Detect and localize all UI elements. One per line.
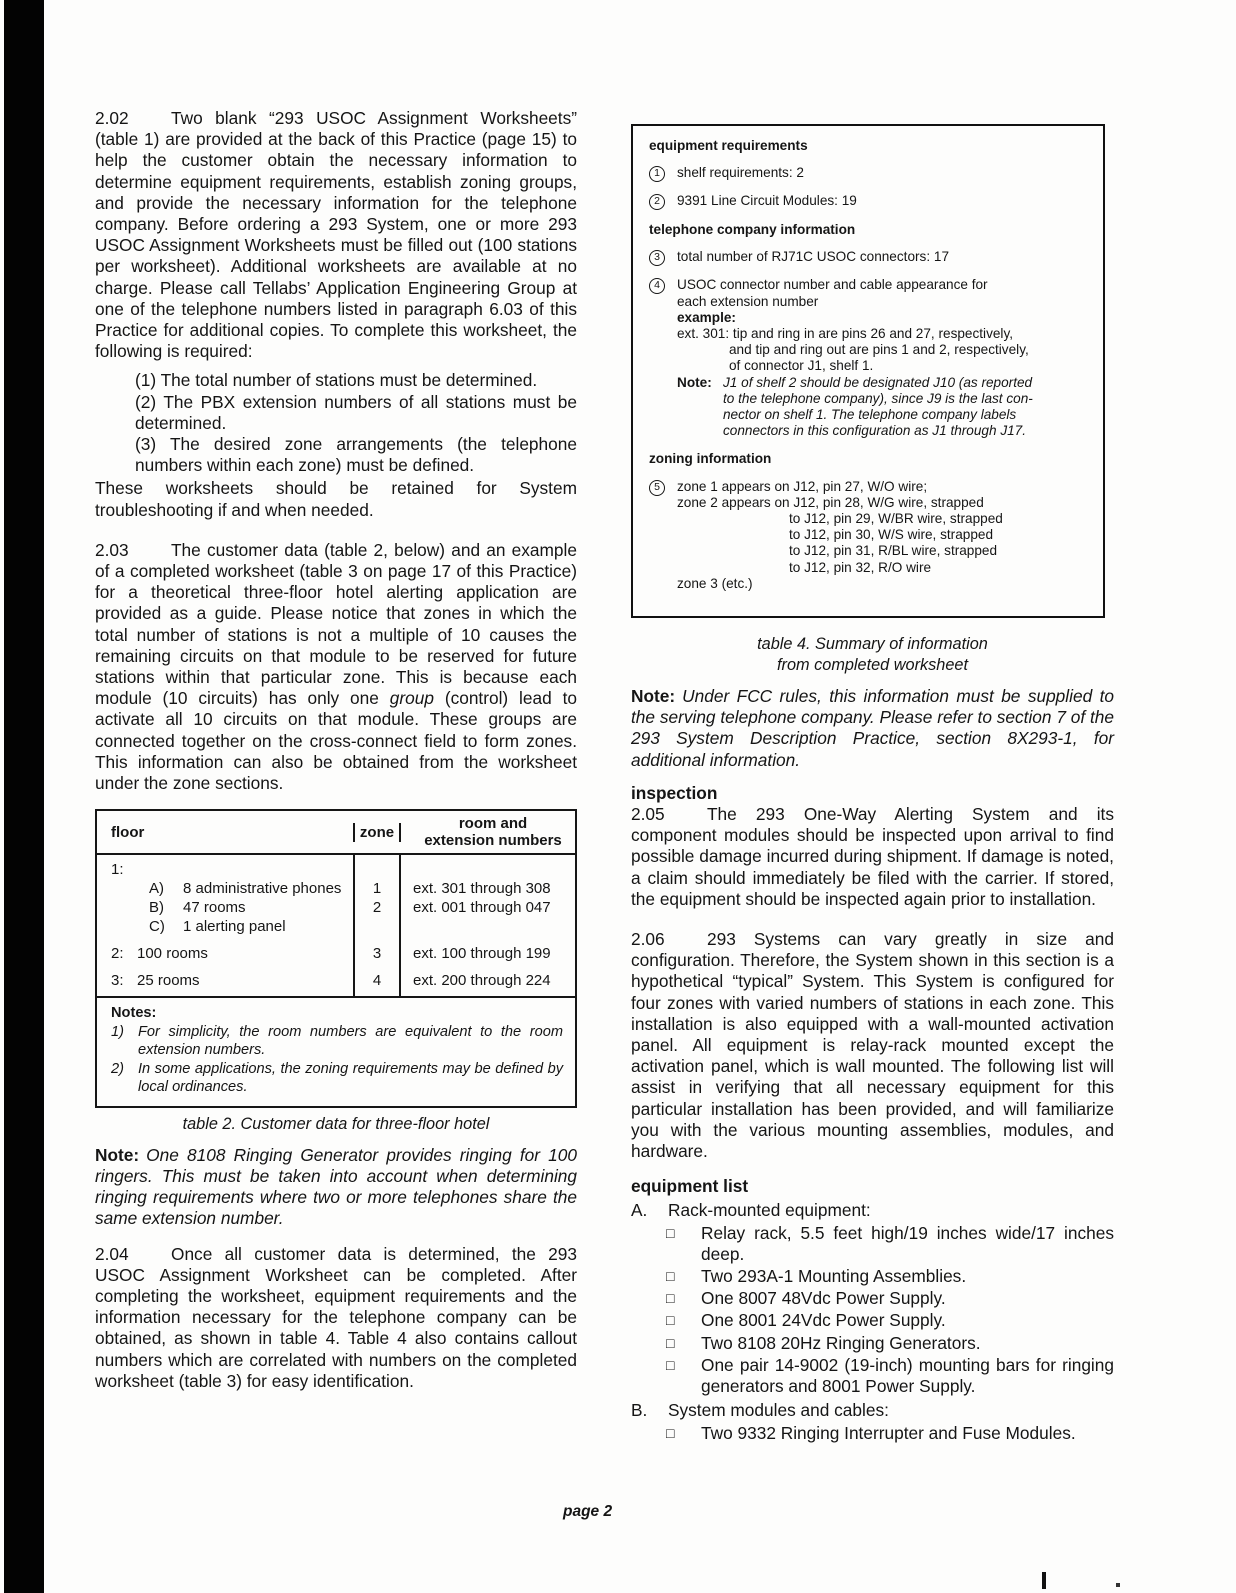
column-header-floor: floor bbox=[111, 823, 145, 841]
checklist-item bbox=[631, 1333, 1114, 1354]
callout-4-badge: 4 bbox=[649, 278, 665, 294]
callout-text: total number of RJ71C USOC connectors: 17 bbox=[677, 249, 950, 265]
table-2-caption: table 2. Customer data for three-floor hotel bbox=[182, 1114, 490, 1133]
callout-5-badge: 5 bbox=[649, 480, 665, 496]
list-item: (1) The total number of stations must be determined. bbox=[135, 370, 538, 391]
callout-3-badge: 3 bbox=[649, 250, 665, 266]
checklist-text: Relay rack, 5.5 feet high/19 inches wide/17 inches deep. bbox=[701, 1222, 1114, 1264]
scan-edge-bar bbox=[4, 0, 44, 1593]
note-text: In some applications, the zoning requirements may be defined by local ordinances. bbox=[138, 1060, 563, 1096]
callout-text: shelf requirements: 2 bbox=[677, 165, 804, 181]
table-row bbox=[97, 917, 575, 936]
checkbox-icon: □ bbox=[666, 1312, 675, 1329]
floor-2-label: 2: bbox=[111, 945, 124, 963]
floor-1-label: 1: bbox=[111, 861, 124, 879]
checkbox-icon: □ bbox=[666, 1268, 675, 1285]
item-text: 25 rooms bbox=[137, 972, 200, 990]
checklist-text: One pair 14-9002 (19-inch) mounting bars for ringing generators and 8001 Power Supply. bbox=[701, 1354, 1114, 1397]
note-number: 1) bbox=[111, 1023, 124, 1040]
checkbox-icon: □ bbox=[666, 1356, 675, 1373]
table-row bbox=[97, 879, 575, 898]
checklist-item bbox=[631, 1355, 1114, 1397]
ext-value: ext. 301 through 308 bbox=[413, 880, 551, 898]
zone-value: 4 bbox=[353, 971, 401, 990]
note-label: Note: bbox=[95, 1144, 140, 1165]
page-number: page 2 bbox=[563, 1503, 613, 1520]
callout-1-badge: 1 bbox=[649, 166, 665, 182]
checklist-item bbox=[631, 1266, 1114, 1287]
callout-text: 9391 Line Circuit Modules: 19 bbox=[677, 193, 857, 209]
paragraph-2-06 bbox=[631, 929, 1114, 1162]
table-row bbox=[97, 971, 575, 990]
paragraph-number: 2.02 bbox=[95, 108, 129, 128]
checklist-item bbox=[631, 1423, 1114, 1444]
item-text: 8 administrative phones bbox=[183, 880, 342, 898]
ext-value: ext. 001 through 047 bbox=[413, 899, 551, 917]
equipment-group-b bbox=[631, 1400, 1114, 1421]
note-text: One 8108 Ringing Generator provides ringing for 100 ringers. This must be taken into account when determining ringing requirements where two or more telephones share the same extension number. bbox=[95, 1144, 577, 1229]
checklist-item bbox=[631, 1223, 1114, 1265]
customer-data-table bbox=[95, 809, 577, 1108]
item-text: 1 alerting panel bbox=[183, 918, 286, 936]
paragraph-text: The 293 One-Way Alerting System and its component modules should be inspected upon arrival to find possible damage incurred during shipment. If damage is noted, a claim should immediately be filed with the carrier. If stored, the equipment should be inspected again prior to installation. bbox=[631, 804, 1114, 909]
callout-item-4 bbox=[649, 277, 1089, 439]
checkbox-icon: □ bbox=[666, 1224, 675, 1241]
paragraph-text: The customer data (table 2, below) and an example of a completed worksheet (table 3 on page 17 of this Practice) for a theoretical three-floor hotel alerting application are provided as a guide. Please notice that zones in which the total number of stations is not a multiple of 10 causes the remaining circuits on that module to be reserved for future stations within that particular zone. This is because each module (10 circuits) has only one bbox=[95, 539, 577, 709]
callout-item-5 bbox=[649, 479, 1089, 592]
paragraph-text: Two blank “293 USOC Assignment Worksheets” (table 1) are provided at the back of this Practice (page 15) to help the customer obtain the necessary information to determine equipment requirements, establish zoning groups, and provide the necessary information for the telephone company. Before ordering a 293 System, one or more 293 USOC Assignment Worksheets must be filled out (100 stations per worksheet). Additional worksheets are available at no charge. Please call Tellabs’ Application Engineering Group at one of the telephone numbers listed in paragraph 6.03 of this Practice for additional copies. To complete this worksheet, the following is required: bbox=[95, 108, 577, 362]
paragraph-number: 2.05 bbox=[631, 804, 665, 825]
checklist-text: Two 9332 Ringing Interrupter and Fuse Modules. bbox=[701, 1422, 1076, 1443]
paragraph-text: 293 Systems can vary greatly in size and configuration. Therefore, the System shown in this section is a hypothetical “typical” System. This System is configured for four zones with varied numbers of stations in each zone. This installation is also equipped with a wall-mounted activation panel. All equipment is relay-rack mounted except the activation panel, which is wall mounted. The following list will assist in verifying that all necessary equipment for this particular installation has been provided, and will familiarize you with the various mounting assemblies, modules, and hardware. bbox=[631, 929, 1114, 1162]
fcc-note bbox=[631, 686, 1114, 771]
ext-value: ext. 200 through 224 bbox=[413, 972, 551, 990]
table-notes bbox=[97, 996, 575, 1106]
list-item: (3) The desired zone arrangements (the telephone numbers within each zone) must be defined. bbox=[135, 434, 577, 476]
checklist-text: Two 8108 20Hz Ringing Generators. bbox=[701, 1332, 981, 1353]
paragraph-number: 2.03 bbox=[95, 539, 129, 560]
telco-information-heading: telephone company information bbox=[649, 222, 856, 238]
column-header-room-ext: room and extension numbers bbox=[424, 815, 562, 850]
paragraph-2-05 bbox=[631, 804, 1114, 910]
zone-value: 3 bbox=[353, 944, 401, 963]
group-title: System modules and cables: bbox=[668, 1400, 889, 1421]
item-tag: C) bbox=[149, 918, 165, 936]
zoning-information-heading: zoning information bbox=[649, 451, 772, 467]
note-label: Note: bbox=[631, 686, 676, 706]
ext-value: ext. 100 through 199 bbox=[413, 945, 551, 963]
ringing-note bbox=[95, 1145, 577, 1230]
paragraph-2-04 bbox=[95, 1244, 577, 1392]
summary-box bbox=[631, 124, 1105, 618]
retain-note: These worksheets should be retained for System troubleshooting if and when needed. bbox=[95, 478, 577, 520]
box-note bbox=[677, 375, 1089, 440]
table-4-caption: table 4. Summary of information from completed worksheet bbox=[757, 635, 988, 674]
checkbox-icon: □ bbox=[666, 1334, 675, 1351]
paragraph-2-03 bbox=[95, 540, 577, 794]
callout-item-3 bbox=[649, 249, 1089, 266]
checkbox-icon: □ bbox=[666, 1424, 675, 1441]
note-label: Note: bbox=[677, 374, 712, 390]
paragraph-text: (control) lead to activate all 10 circuits on that module. These groups are connected together on the cross-connect field to form zones. This information can also be obtained from the worksheet under the zone sections. bbox=[95, 688, 577, 794]
group-label: B. bbox=[631, 1400, 648, 1421]
floor-3-label: 3: bbox=[111, 972, 124, 990]
callout-item-1 bbox=[649, 165, 1089, 182]
table-row bbox=[97, 898, 575, 917]
checklist-text: Two 293A-1 Mounting Assemblies. bbox=[701, 1266, 967, 1287]
callout-2-badge: 2 bbox=[649, 194, 665, 210]
note-text: Under FCC rules, this information must be supplied to the serving telephone company. Please refer to section 7 of the 293 System Description Practice, section 8X293-1, for additional information. bbox=[631, 686, 1114, 770]
callout-text-block: USOC connector number and cable appearance for each extension number example: ext. 301: tip and ring in are pins 26 and 27, respectively, and tip and ring out are pins 1 and 2, respectively, of connector J1, shelf 1. Note: J1 of shelf 2 should be designated J10 (as reported to the telephone company), since J9 is the last con- nector on shelf 1. The telephone company labels connectors in this configuration as J1 through J17. bbox=[677, 277, 1089, 439]
table-spacer-row bbox=[97, 936, 575, 944]
table-row bbox=[97, 944, 575, 963]
checklist-item bbox=[631, 1310, 1114, 1331]
column-header-zone: zone bbox=[353, 823, 401, 842]
item-text: 100 rooms bbox=[137, 945, 208, 963]
table-note bbox=[111, 1060, 563, 1097]
paragraph-text: Once all customer data is determined, the 293 USOC Assignment Worksheet can be completed. After completing the worksheet, equipment requirements and the information necessary for the telephone company can be obtained, as shown in table 4. Table 4 also contains callout numbers which are correlated with numbers on the completed worksheet (table 3) for easy identification. bbox=[95, 1243, 577, 1391]
zone-value: 1 bbox=[353, 879, 401, 898]
table-spacer-row bbox=[97, 963, 575, 971]
scan-artifact-tick bbox=[1042, 1572, 1046, 1589]
note-text: For simplicity, the room numbers are equivalent to the room extension numbers. bbox=[138, 1023, 563, 1059]
scan-artifact-dot bbox=[1116, 1583, 1120, 1587]
italic-word: group bbox=[389, 688, 434, 709]
right-column bbox=[631, 124, 1114, 1444]
table-row bbox=[97, 860, 575, 879]
paragraph-number: 2.04 bbox=[95, 1243, 129, 1264]
notes-title: Notes: bbox=[111, 1005, 157, 1022]
checklist-item bbox=[631, 1288, 1114, 1309]
note-lines: J1 of shelf 2 should be designated J10 (as reported to the telephone company), since J9 is the last con- nector on shelf 1. The telephone company labels connectors in this configuration as J1 through J17. bbox=[723, 374, 1033, 439]
list-item: (2) The PBX extension numbers of all stations must be determined. bbox=[135, 391, 577, 433]
requirements-list bbox=[95, 370, 577, 476]
checkbox-icon: □ bbox=[666, 1290, 675, 1307]
example-label: example: bbox=[677, 309, 736, 325]
paragraph-2-02 bbox=[95, 108, 577, 362]
callout-text-block: zone 1 appears on J12, pin 27, W/O wire; zone 2 appears on J12, pin 28, W/G wire, strapped to J12, pin 29, W/BR wire, strapped to J12, pin 30, W/S wire, strapped to J12, pin 31, R/BL wire, strapped to J12, pin 32, R/O wire zone 3 (etc.) bbox=[677, 478, 1003, 591]
left-column bbox=[95, 108, 577, 1392]
zone-value: 2 bbox=[353, 898, 401, 917]
equipment-list-heading: equipment list bbox=[631, 1176, 749, 1197]
item-text: 47 rooms bbox=[183, 899, 246, 917]
table-spacer-row bbox=[97, 990, 575, 996]
item-tag: B) bbox=[149, 899, 164, 917]
note-number: 2) bbox=[111, 1060, 124, 1077]
callout-item-2 bbox=[649, 193, 1089, 210]
group-label: A. bbox=[631, 1200, 648, 1221]
table-header-row bbox=[97, 811, 575, 855]
item-tag: A) bbox=[149, 880, 164, 898]
checklist-text: One 8007 48Vdc Power Supply. bbox=[701, 1288, 946, 1309]
table-note bbox=[111, 1023, 563, 1060]
equipment-group-a bbox=[631, 1200, 1114, 1221]
group-title: Rack-mounted equipment: bbox=[668, 1200, 871, 1221]
equipment-requirements-heading: equipment requirements bbox=[649, 138, 808, 153]
paragraph-number: 2.06 bbox=[631, 929, 665, 950]
checklist-text: One 8001 24Vdc Power Supply. bbox=[701, 1310, 946, 1331]
inspection-heading: inspection bbox=[631, 782, 718, 803]
